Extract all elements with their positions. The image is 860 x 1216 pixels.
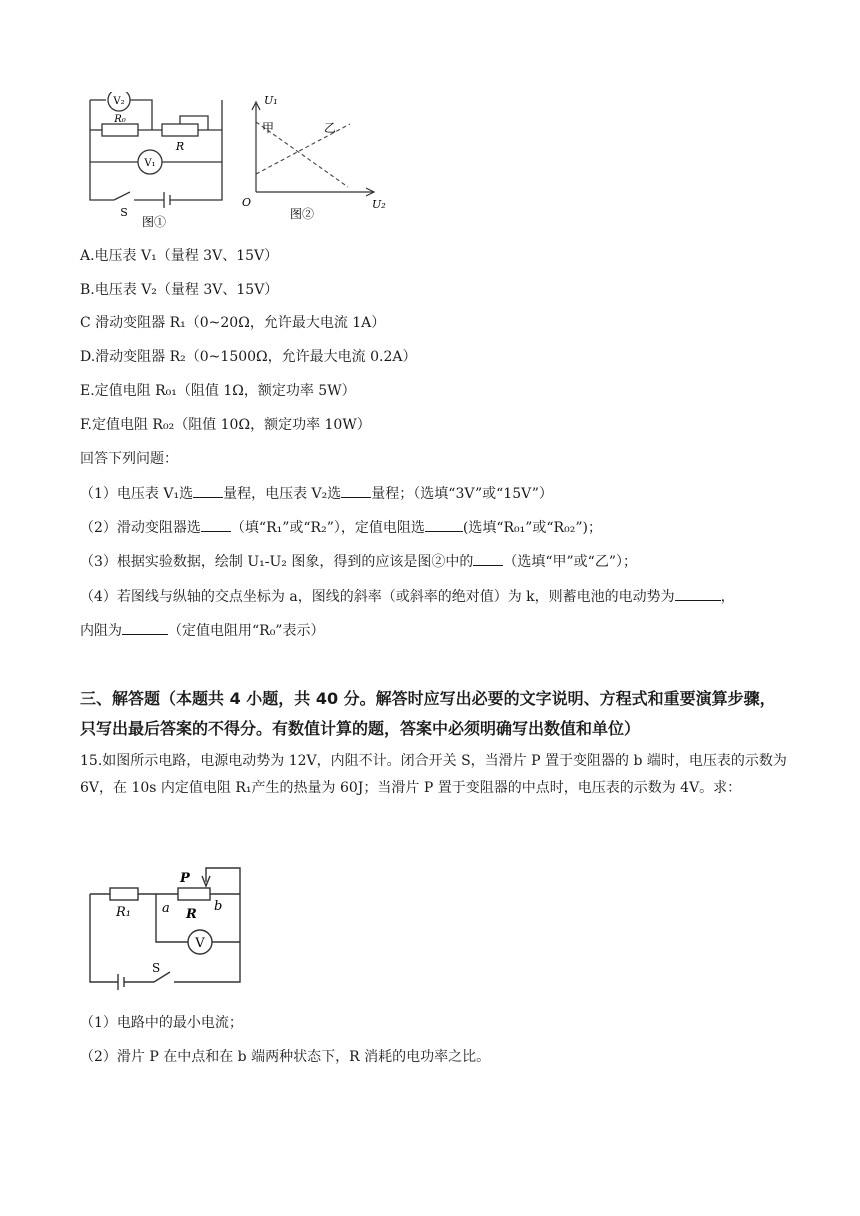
q1-blank-1 (193, 483, 223, 498)
question-3 (80, 551, 637, 572)
origin-label: O (242, 196, 252, 209)
v1-label: V₁ (144, 158, 156, 169)
question-4-cont (80, 620, 324, 641)
q4-text-c: 内阻为 (80, 623, 122, 639)
q2-blank-1 (201, 517, 231, 532)
q2-text-c: (选填“R₀₁”或“R₀₂”)； (462, 520, 602, 536)
voltmeter-label: V (195, 936, 205, 951)
switch-label-15: S (152, 961, 161, 975)
q3-text-a: （3）根据实验数据，绘制 U₁-U₂ 图象，得到的应该是图②中的 (80, 554, 474, 570)
q4-blank-2 (122, 620, 168, 635)
p-label: P (180, 871, 190, 886)
q4-blank-1 (675, 586, 721, 601)
q4-text-d: （定值电阻用“R₀”表示） (168, 623, 325, 639)
q2-blank-2 (425, 517, 463, 532)
question-4 (80, 586, 735, 607)
r0-label: R₀ (114, 114, 126, 125)
v2-label: V₂ (113, 96, 125, 107)
option-d: D.滑动变阻器 R₂（0~1500Ω，允许最大电流 0.2A） (80, 349, 417, 365)
q1-blank-2 (341, 483, 371, 498)
option-c: C 滑动变阻器 R₁（0~20Ω，允许最大电流 1A） (80, 315, 386, 331)
question-2 (80, 517, 602, 538)
option-b: B.电压表 V₂（量程 3V、15V） (80, 282, 279, 298)
q3-blank-1 (473, 551, 503, 566)
r-label: R (175, 140, 185, 153)
figure-circuit-15 (82, 860, 252, 992)
figure-graph-2 (238, 92, 390, 224)
figure-circuit-1 (82, 92, 232, 232)
r1-label: R₁ (116, 905, 131, 920)
figure2-caption: 图② (290, 207, 315, 221)
figure1-caption: 图① (141, 215, 167, 229)
option-e: E.定值电阻 R₀₁（阻值 1Ω，额定功率 5W） (80, 383, 356, 399)
problem-15-text: 15.如图所示电路，电源电动势为 12V，内阻不计。闭合开关 S，当滑片 P 置于变阻器的 b 端时，电压表的示数为 6V，在 10s 内定值电阻 R₁产生的热量为 60J；当滑片 P 置于变阻器的中点时，电压表的示数为 4V。求： (80, 753, 787, 796)
question-1 (80, 483, 553, 504)
q1-text-b: 量程，电压表 V₂选 (223, 486, 342, 502)
q2-text-a: （2）滑动变阻器选 (80, 520, 201, 536)
answer-intro: 回答下列问题： (80, 451, 178, 467)
problem-15-sub-2: （2）滑片 P 在中点和在 b 端两种状态下，R 消耗的电功率之比。 (80, 1049, 491, 1065)
axis-u1-label: U₁ (264, 94, 278, 107)
q4-text-b: ， (720, 589, 735, 605)
r-label-15: R (186, 907, 197, 922)
yi-label: 乙 (324, 121, 337, 135)
b-label: b (214, 899, 223, 914)
axis-u2-label: U₂ (372, 198, 386, 211)
q2-text-b: （填“R₁”或“R₂”），定值电阻选 (230, 520, 425, 536)
q1-text-a: （1）电压表 V₁选 (80, 486, 194, 502)
q3-text-b: （选填“甲”或“乙”）； (503, 554, 637, 570)
problem-15-sub-1: （1）电路中的最小电流； (80, 1015, 243, 1031)
a-label: a (162, 901, 170, 916)
switch-label: S (120, 206, 128, 219)
jia-label: 甲 (262, 121, 275, 135)
q1-text-c: 量程；（选填“3V”或“15V”） (371, 486, 553, 502)
option-f: F.定值电阻 R₀₂（阻值 10Ω，额定功率 10W） (80, 417, 371, 433)
option-a: A.电压表 V₁（量程 3V、15V） (80, 248, 279, 264)
section-3-heading: 三、解答题（本题共 4 小题，共 40 分。解答时应写出必要的文字说明、方程式和重要演算步骤，只写出最后答案的不得分。有数值计算的题，答案中必须明确写出数值和单位） (80, 689, 776, 738)
q4-text-a: （4）若图线与纵轴的交点坐标为 a，图线的斜率（或斜率的绝对值）为 k，则蓄电池的电动势为 (80, 589, 675, 605)
